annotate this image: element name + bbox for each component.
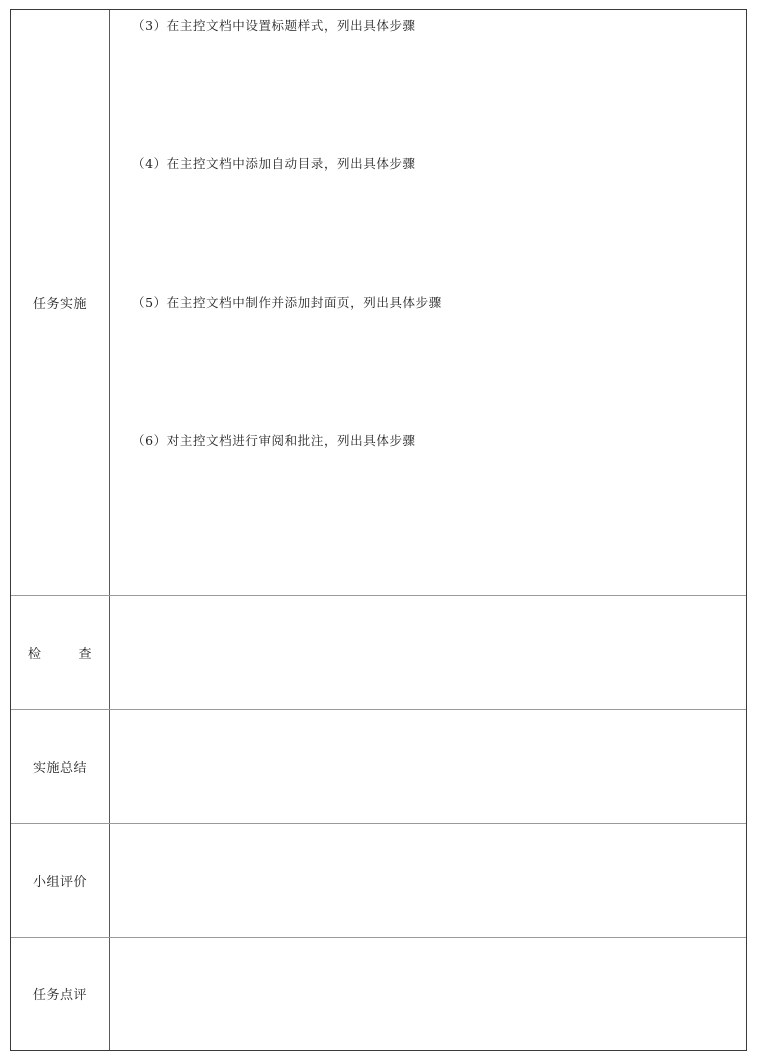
step-5-add-cover-page: （5）在主控文档中制作并添加封面页，列出具体步骤 [132, 295, 442, 310]
step-4-add-auto-toc: （4）在主控文档中添加自动目录，列出具体步骤 [132, 156, 416, 171]
row-label-task-review: 任务点评 [32, 987, 87, 1003]
task-form-table [10, 9, 747, 1051]
row-label-group-review: 小组评价 [32, 874, 87, 890]
row-label-summary: 实施总结 [32, 760, 87, 776]
task-review-content-cell[interactable] [110, 938, 746, 1049]
row-label-implementation: 任务实施 [32, 297, 87, 312]
row-label-check: 检 查 [27, 646, 93, 662]
step-6-review-and-comment: （6）对主控文档进行审阅和批注，列出具体步骤 [132, 433, 416, 448]
summary-content-cell[interactable] [110, 710, 746, 823]
group-review-content-cell[interactable] [110, 824, 746, 937]
check-content-cell[interactable] [110, 596, 746, 709]
step-3-set-heading-styles: （3）在主控文档中设置标题样式，列出具体步骤 [132, 18, 416, 33]
